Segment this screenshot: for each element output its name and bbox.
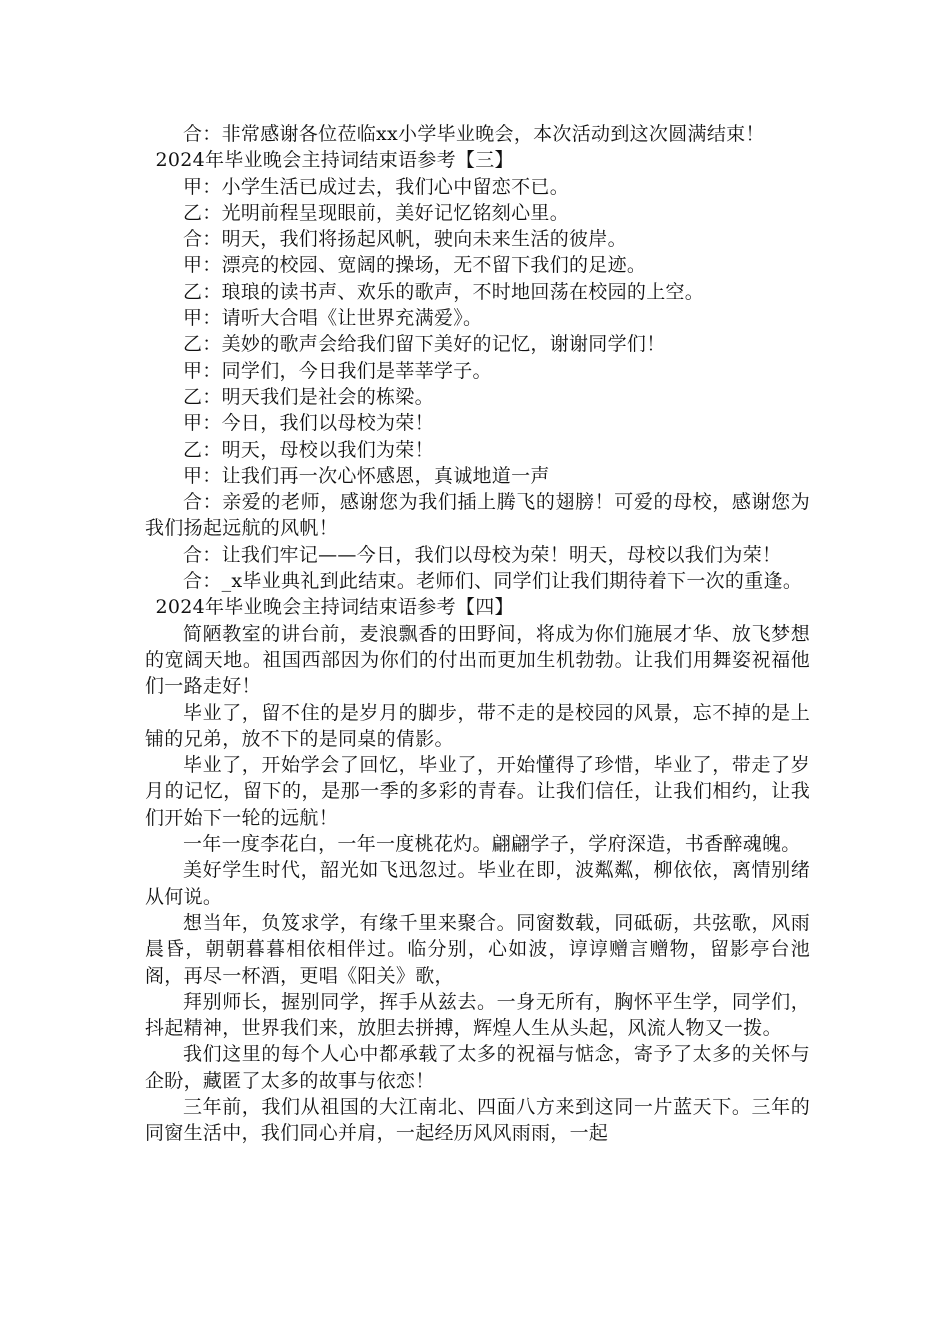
section-heading-four: 2024年毕业晚会主持词结束语参考【四】: [155, 596, 514, 619]
body-paragraph: 想当年，负笈求学，有缘千里来聚合。同窗数载，同砥砺，共弦歌，风雨晨昏，朝朝暮暮相依相伴过。临分别，心如波，谆谆赠言赠物，留影亭台池阁，再尽一杯酒，更唱《阳关》歌，: [145, 911, 810, 987]
dialogue-line: 甲：请听大合唱《让世界充满爱》。: [183, 307, 483, 330]
body-paragraph: 三年前，我们从祖国的大江南北、四面八方来到这同一片蓝天下。三年的同窗生活中，我们同心并肩，一起经历风风雨雨，一起: [145, 1095, 810, 1145]
section-heading-three: 2024年毕业晚会主持词结束语参考【三】: [155, 149, 514, 172]
dialogue-line: 乙：美妙的歌声会给我们留下美好的记忆，谢谢同学们！: [183, 333, 666, 356]
dialogue-line: 甲：同学们，今日我们是莘莘学子。: [183, 359, 492, 382]
dialogue-line: 乙：明天，母校以我们为荣！: [183, 438, 434, 461]
dialogue-line: 合：明天，我们将扬起风帆，驶向未来生活的彼岸。: [183, 228, 627, 251]
dialogue-line: 合：_x毕业典礼到此结束。老师们、同学们让我们期待着下一次的重逢。: [183, 570, 803, 593]
dialogue-line: 乙：琅琅的读书声、欢乐的歌声，不时地回荡在校园的上空。: [183, 280, 705, 303]
dialogue-line: 甲：小学生活已成过去，我们心中留恋不已。: [183, 175, 570, 198]
dialogue-line: 甲：漂亮的校园、宽阔的操场，无不留下我们的足迹。: [183, 254, 647, 277]
dialogue-line: 甲：今日，我们以母校为荣！: [183, 412, 434, 435]
body-paragraph: 毕业了，留不住的是岁月的脚步，带不走的是校园的风景，忘不掉的是上铺的兄弟，放不下的是同桌的倩影。: [145, 701, 810, 750]
document-page: [145, 121, 810, 1147]
body-paragraph: 毕业了，开始学会了回忆，毕业了，开始懂得了珍惜，毕业了，带走了岁月的记忆，留下的，是那一季的多彩的青春。让我们信任，让我们相约，让我们开始下一轮的远航！: [145, 754, 810, 829]
dialogue-line: 甲：让我们再一次心怀感恩，真诚地道一声: [183, 464, 550, 487]
closing-line: 合：非常感谢各位莅临xx小学毕业晚会，本次活动到这次圆满结束！: [183, 123, 765, 145]
dialogue-line: 合：让我们牢记——今日，我们以母校为荣！明天，母校以我们为荣！: [183, 543, 782, 566]
body-paragraph: 我们这里的每个人心中都承载了太多的祝福与惦念，寄予了太多的关怀与企盼，藏匿了太多的故事与依恋！: [145, 1043, 810, 1092]
dialogue-line: 乙：明天我们是社会的栋梁。: [183, 385, 434, 408]
body-paragraph: 简陋教室的讲台前，麦浪飘香的田野间，将成为你们施展才华、放飞梦想的宽阔天地。祖国西部因为你们的付出而更加生机勃勃。让我们用舞姿祝福他们一路走好！: [145, 622, 810, 698]
body-paragraph: 美好学生时代，韶光如飞迅忽过。毕业在即，波粼粼，柳依依，离情别绪从何说。: [145, 859, 810, 908]
body-paragraph: 一年一度李花白，一年一度桃花灼。翩翩学子，学府深造，书香醉魂魄。: [183, 833, 801, 856]
dialogue-line: 乙：光明前程呈现眼前，美好记忆铭刻心里。: [183, 201, 570, 224]
dialogue-line: 合：亲爱的老师，感谢您为我们插上腾飞的翅膀！可爱的母校，感谢您为我们扬起远航的风帆！: [145, 491, 810, 540]
body-paragraph: 拜别师长，握别同学，挥手从兹去。一身无所有，胸怀平生学，同学们，抖起精神，世界我们来，放胆去拼搏，辉煌人生从头起，风流人物又一拨。: [145, 990, 810, 1040]
